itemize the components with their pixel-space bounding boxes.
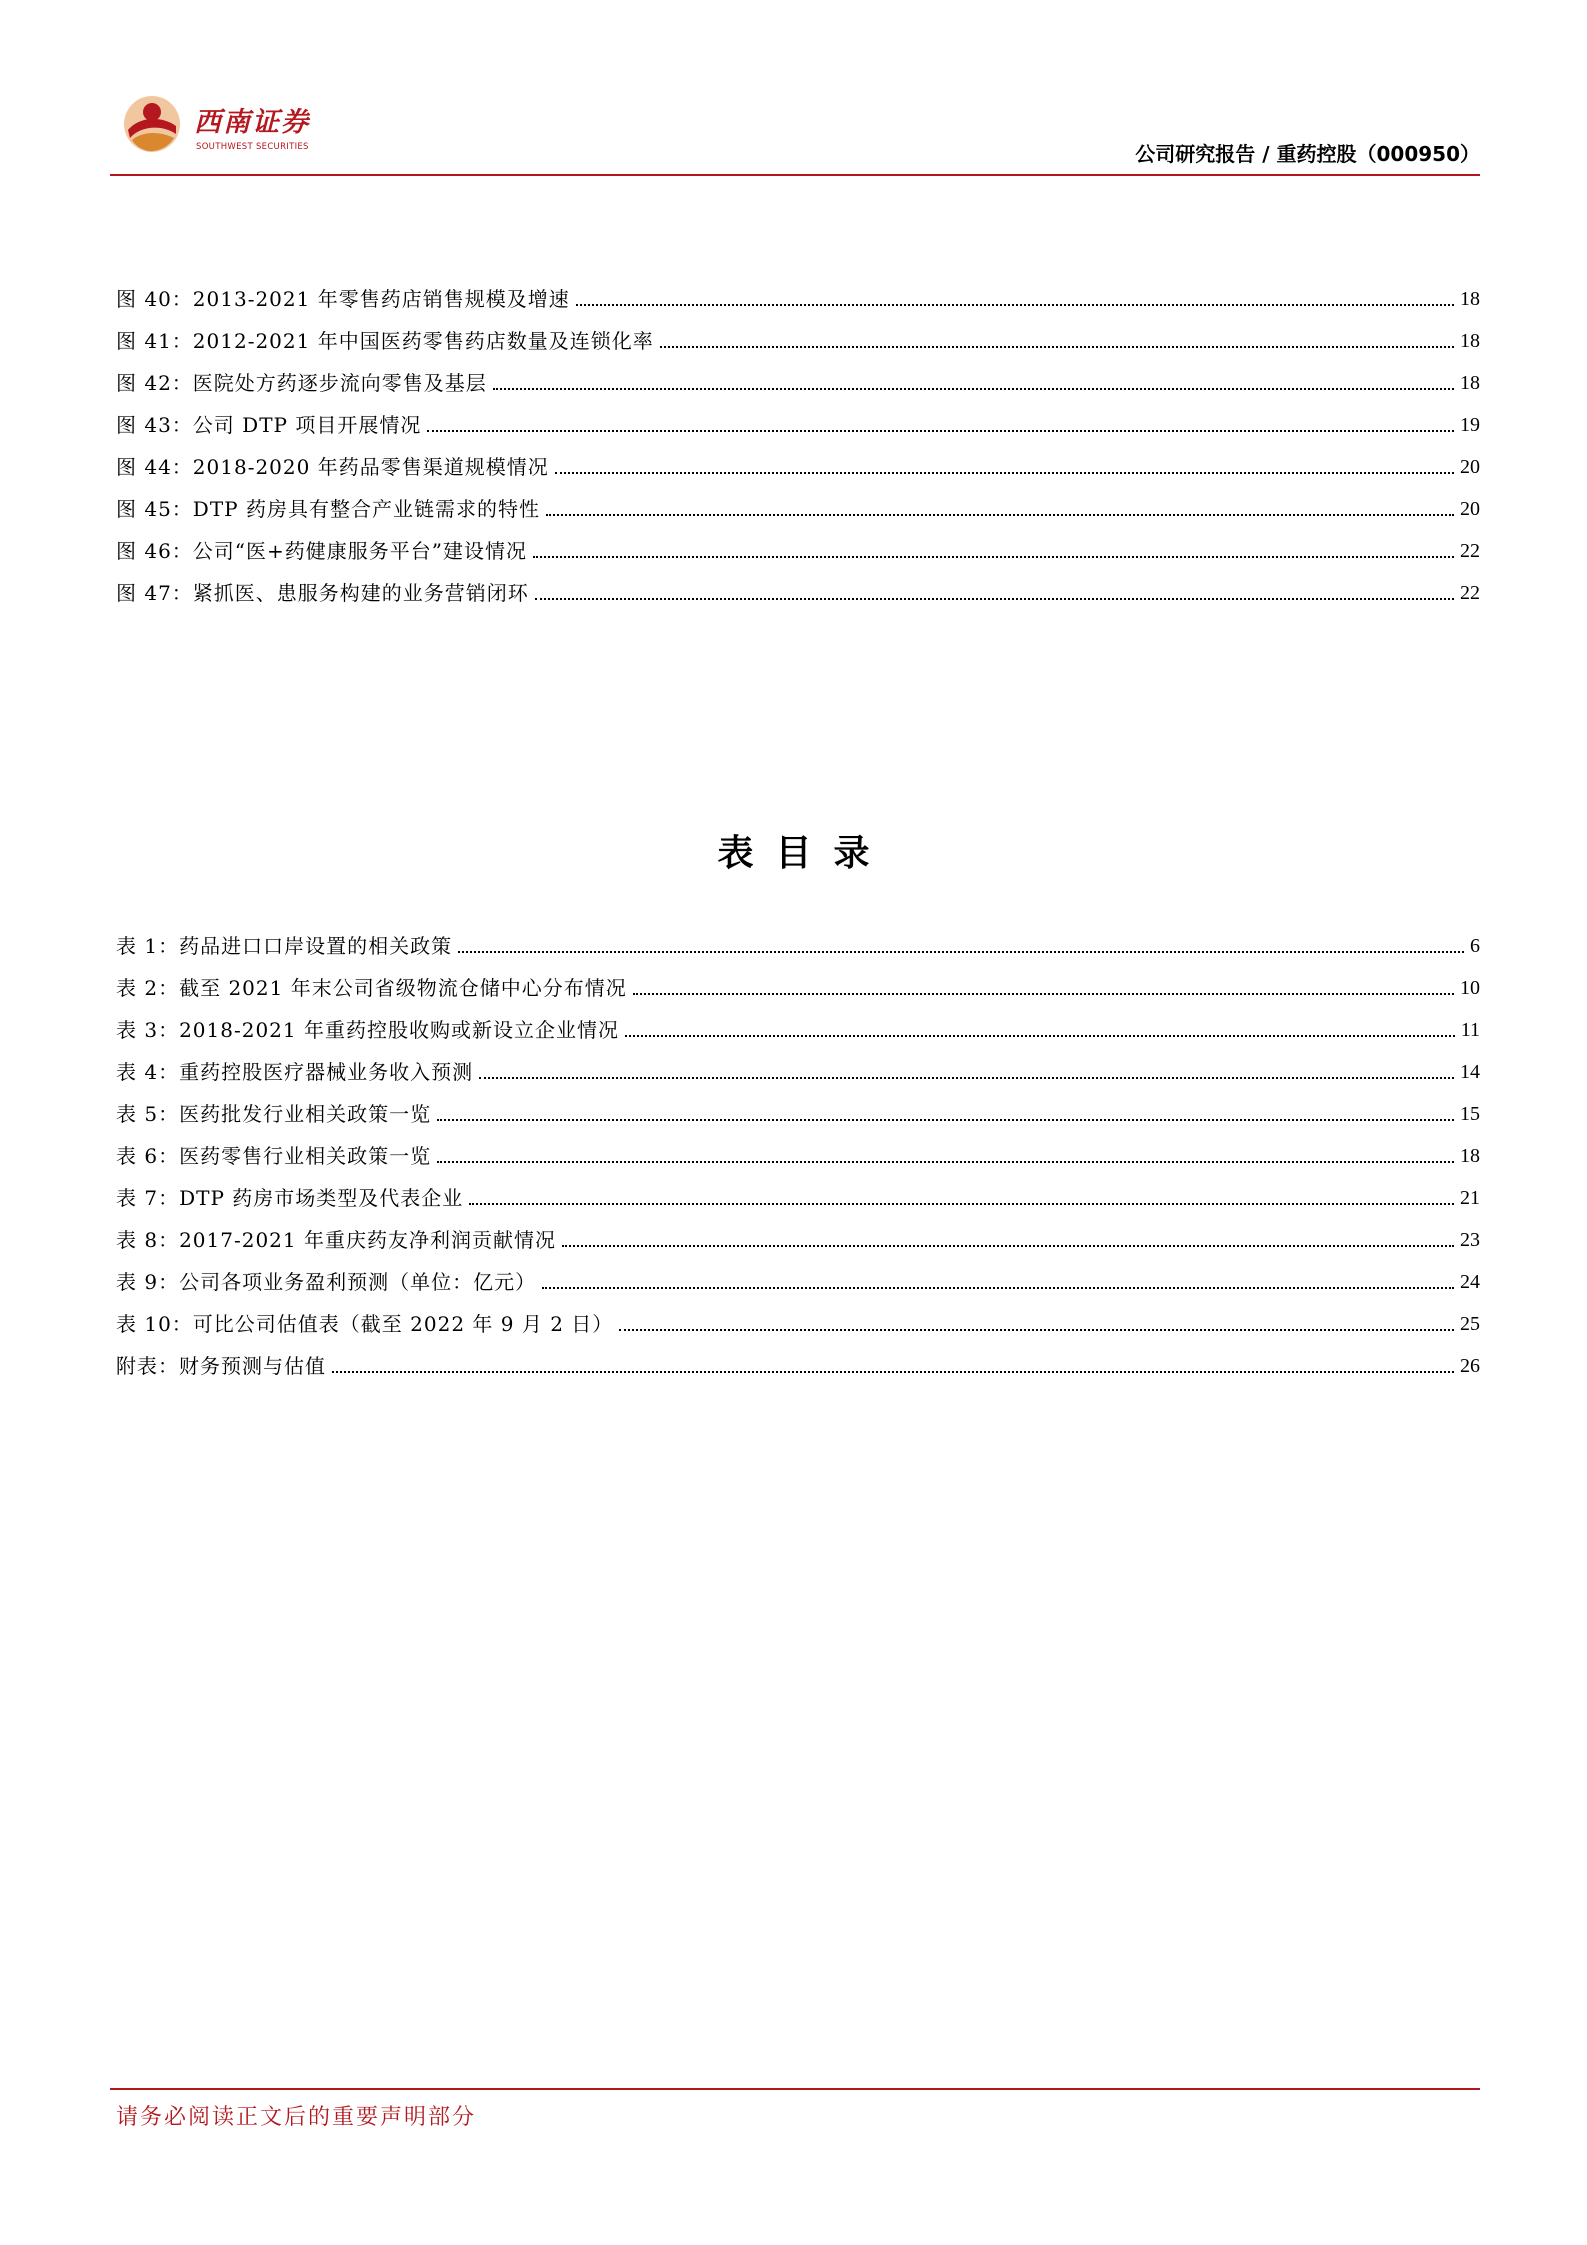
toc-entry-page: 22 [1460, 540, 1480, 562]
footer-disclaimer: 请务必阅读正文后的重要声明部分 [116, 2105, 477, 2130]
dot-leader [427, 430, 1454, 432]
toc-entry-label: 图 43：公司 DTP 项目开展情况 [116, 413, 422, 437]
toc-entry-table-1[interactable] [116, 917, 1480, 959]
dot-leader [535, 598, 1454, 600]
toc-entry-table-4[interactable] [116, 1043, 1480, 1085]
toc-entry-page: 24 [1460, 1271, 1480, 1293]
table-list-heading: 表目录 [717, 833, 892, 874]
dot-leader [542, 1287, 1454, 1289]
report-title: 公司研究报告 / 重药控股（000950） [1135, 142, 1480, 166]
toc-entry-figure-47[interactable] [116, 564, 1480, 606]
toc-entry-page: 21 [1460, 1187, 1480, 1209]
dot-leader [458, 951, 1464, 953]
toc-entry-appendix-table[interactable] [116, 1337, 1480, 1379]
dot-leader [555, 472, 1454, 474]
dot-leader [332, 1371, 1454, 1373]
toc-entry-page: 15 [1460, 1103, 1480, 1125]
toc-entry-label: 表 3：2018-2021 年重药控股收购或新设立企业情况 [116, 1018, 619, 1042]
toc-entry-label: 表 8：2017-2021 年重庆药友净利润贡献情况 [116, 1228, 556, 1252]
dot-leader [619, 1329, 1454, 1331]
header-divider [110, 174, 1480, 176]
toc-entry-table-7[interactable] [116, 1169, 1480, 1211]
toc-entry-page: 11 [1460, 1019, 1480, 1041]
toc-entry-label: 表 10：可比公司估值表（截至 2022 年 9 月 2 日） [116, 1312, 614, 1336]
toc-entry-page: 20 [1460, 498, 1480, 520]
dot-leader [546, 514, 1454, 516]
dot-leader [437, 1161, 1454, 1163]
toc-entry-table-6[interactable] [116, 1127, 1480, 1169]
toc-entry-table-2[interactable] [116, 959, 1480, 1001]
dot-leader [479, 1077, 1454, 1079]
toc-entry-figure-40[interactable] [116, 270, 1480, 312]
logo-english-name: SOUTHWEST SECURITIES [196, 142, 309, 152]
toc-entry-figure-41[interactable] [116, 312, 1480, 354]
toc-entry-page: 26 [1460, 1355, 1480, 1377]
toc-entry-label: 图 41：2012-2021 年中国医药零售药店数量及连锁化率 [116, 329, 654, 353]
dot-leader [576, 304, 1454, 306]
sun-wave-logo-icon [122, 94, 182, 154]
toc-entry-table-10[interactable] [116, 1295, 1480, 1337]
toc-entry-table-5[interactable] [116, 1085, 1480, 1127]
toc-entry-page: 23 [1460, 1229, 1480, 1251]
toc-entry-label: 表 7：DTP 药房市场类型及代表企业 [116, 1186, 464, 1210]
dot-leader [469, 1203, 1454, 1205]
dot-leader [533, 556, 1454, 558]
toc-entry-label: 图 47：紧抓医、患服务构建的业务营销闭环 [116, 581, 529, 605]
toc-entry-table-8[interactable] [116, 1211, 1480, 1253]
toc-entry-label: 图 45：DTP 药房具有整合产业链需求的特性 [116, 497, 540, 521]
dot-leader [437, 1119, 1454, 1121]
toc-entry-page: 18 [1460, 1145, 1480, 1167]
toc-entry-table-9[interactable] [116, 1253, 1480, 1295]
toc-entry-label: 表 2：截至 2021 年末公司省级物流仓储中心分布情况 [116, 976, 627, 1000]
dot-leader [562, 1245, 1454, 1247]
toc-entry-page: 25 [1460, 1313, 1480, 1335]
toc-entry-figure-43[interactable] [116, 396, 1480, 438]
toc-entry-label: 图 40：2013-2021 年零售药店销售规模及增速 [116, 287, 570, 311]
footer-divider [110, 2088, 1480, 2090]
dot-leader [633, 993, 1454, 995]
toc-entry-table-3[interactable] [116, 1001, 1480, 1043]
toc-entry-figure-42[interactable] [116, 354, 1480, 396]
toc-entry-label: 表 1：药品进口口岸设置的相关政策 [116, 934, 453, 958]
page-header [110, 90, 1480, 172]
toc-entry-page: 6 [1470, 935, 1480, 957]
toc-entry-label: 表 4：重药控股医疗器械业务收入预测 [116, 1060, 474, 1084]
logo-chinese-name: 西南证券 [194, 107, 310, 138]
figure-list [116, 270, 1480, 606]
dot-leader [625, 1035, 1455, 1037]
table-list [116, 917, 1480, 1379]
toc-entry-label: 表 9：公司各项业务盈利预测（单位：亿元） [116, 1270, 537, 1294]
toc-entry-page: 18 [1460, 288, 1480, 310]
toc-entry-label: 图 44：2018-2020 年药品零售渠道规模情况 [116, 455, 549, 479]
dot-leader [493, 388, 1454, 390]
toc-entry-figure-46[interactable] [116, 522, 1480, 564]
toc-entry-label: 表 5：医药批发行业相关政策一览 [116, 1102, 432, 1126]
toc-entry-label: 附表：财务预测与估值 [116, 1354, 326, 1378]
toc-entry-page: 14 [1460, 1061, 1480, 1083]
dot-leader [660, 346, 1454, 348]
toc-entry-page: 18 [1460, 330, 1480, 352]
toc-entry-page: 22 [1460, 582, 1480, 604]
toc-entry-label: 表 6：医药零售行业相关政策一览 [116, 1144, 432, 1168]
toc-entry-page: 18 [1460, 372, 1480, 394]
toc-entry-page: 10 [1460, 977, 1480, 999]
toc-entry-page: 19 [1460, 414, 1480, 436]
toc-entry-page: 20 [1460, 456, 1480, 478]
toc-entry-label: 图 42：医院处方药逐步流向零售及基层 [116, 371, 487, 395]
company-logo [122, 90, 342, 160]
toc-entry-label: 图 46：公司“医+药健康服务平台”建设情况 [116, 539, 528, 563]
toc-entry-figure-45[interactable] [116, 480, 1480, 522]
toc-entry-figure-44[interactable] [116, 438, 1480, 480]
